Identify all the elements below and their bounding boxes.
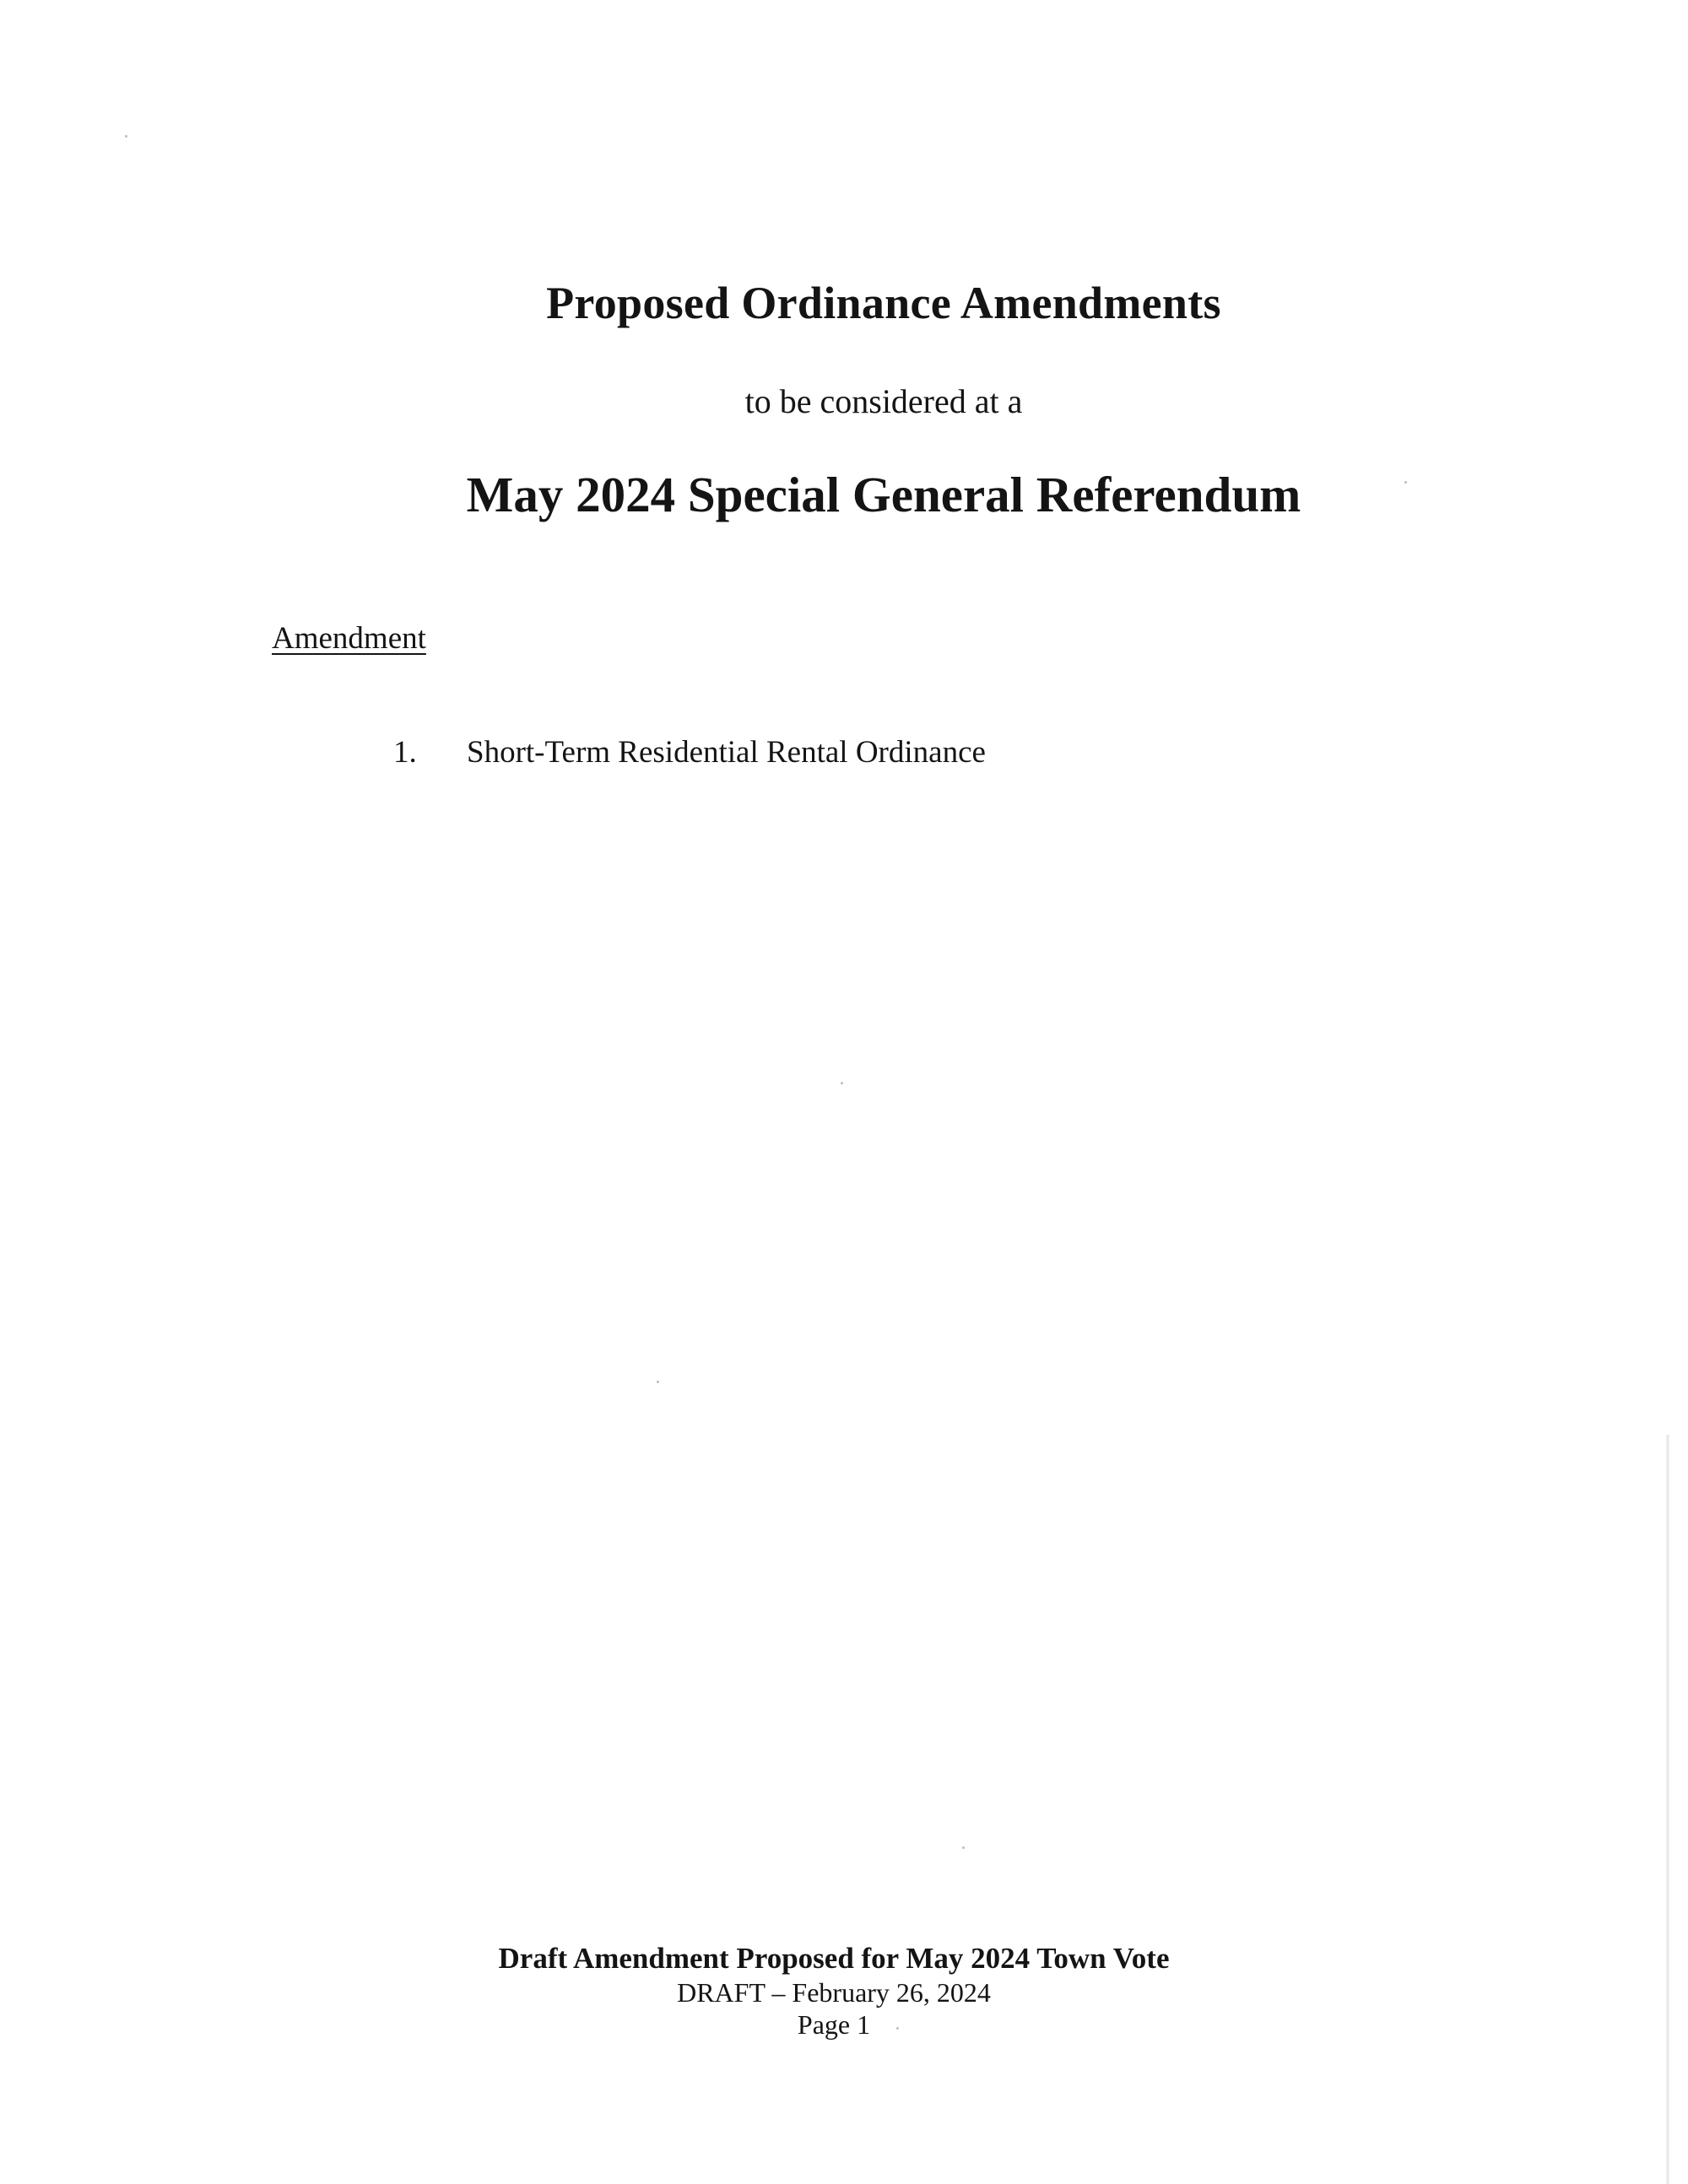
footer-draft-notice: Draft Amendment Proposed for May 2024 Town Vote	[498, 1942, 1170, 1975]
amendment-item	[0, 734, 1688, 785]
scan-edge-shadow	[1666, 1435, 1669, 2184]
amendment-title: Short-Term Residential Rental Ordinance	[467, 735, 986, 770]
scan-speck	[125, 135, 127, 138]
footer-draft-date: DRAFT – February 26, 2024	[677, 1977, 991, 2008]
footer-page-number: Page 1	[797, 2009, 871, 2040]
page-footer	[0, 1941, 1668, 2041]
scan-speck	[962, 1846, 965, 1849]
scan-speck	[841, 1082, 843, 1084]
document-title: Proposed Ordinance Amendments	[546, 278, 1221, 328]
section-heading-amendment: Amendment	[272, 621, 426, 656]
amendment-number: 1.	[393, 735, 417, 770]
event-title: May 2024 Special General Referendum	[466, 467, 1301, 522]
amendment-list	[0, 734, 1688, 785]
document-subtitle: to be considered at a	[744, 382, 1023, 420]
scan-speck	[657, 1381, 659, 1383]
